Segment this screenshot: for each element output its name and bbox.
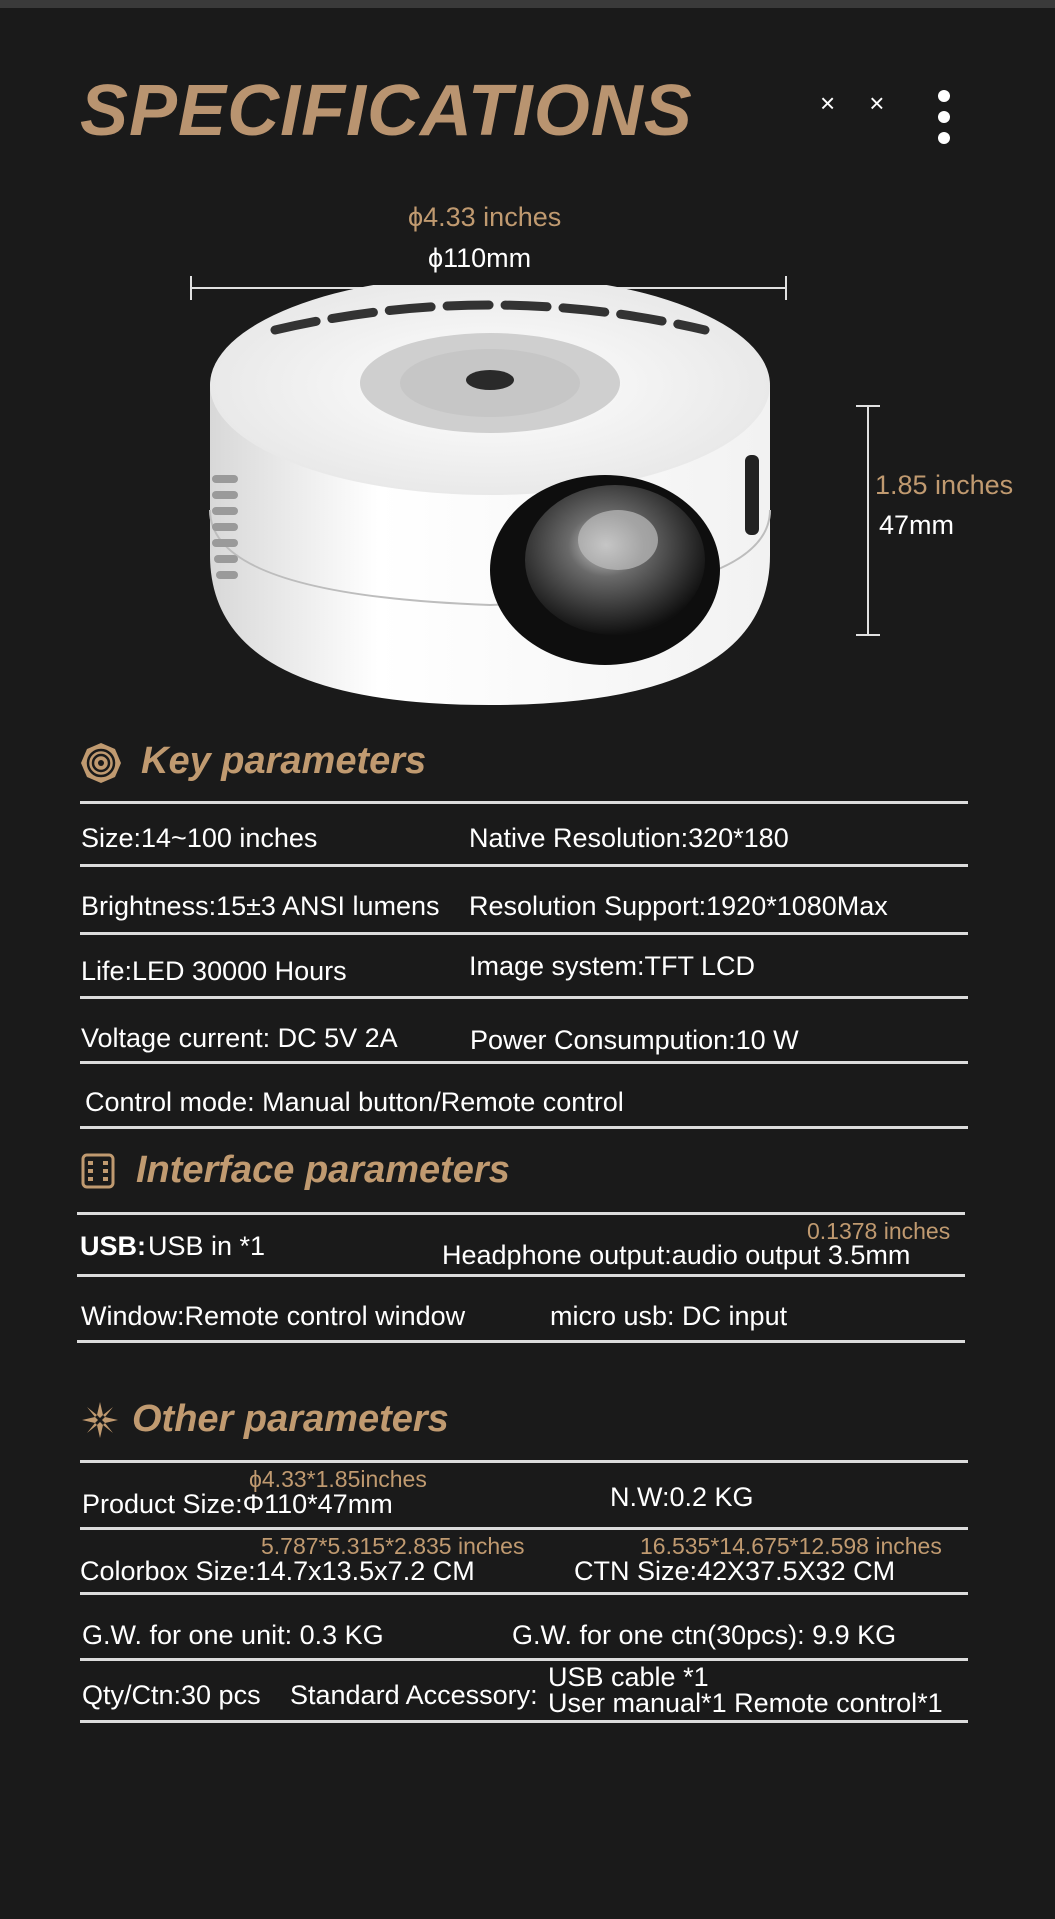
headphone-note: 0.1378 inches — [807, 1218, 951, 1244]
interface-parameters-heading: Interface parameters — [136, 1149, 510, 1191]
header-menu — [820, 88, 918, 119]
divider — [77, 1212, 965, 1215]
more-options-icon[interactable] — [938, 90, 950, 153]
ctn-note: 16.535*14.675*12.598 inches — [640, 1533, 942, 1559]
height-mm-label: 47mm — [879, 510, 955, 540]
divider — [77, 1274, 965, 1277]
divider — [80, 864, 968, 867]
spec-voltage: Voltage current: DC 5V 2A — [81, 1023, 398, 1053]
divider — [80, 1592, 968, 1595]
colorbox-note: 5.787*5.315*2.835 inches — [261, 1533, 525, 1559]
divider — [80, 801, 968, 804]
width-mm-label: ϕ110mm — [428, 243, 532, 273]
spec-native-resolution: Native Resolution:320*180 — [469, 823, 789, 853]
usb-value: USB in *1 — [148, 1231, 266, 1261]
product-size-note: ϕ4.33*1.85inches — [249, 1466, 427, 1492]
spec-resolution-support: Resolution Support:1920*1080Max — [469, 891, 888, 921]
gross-weight-unit: G.W. for one unit: 0.3 KG — [82, 1620, 384, 1650]
key-parameters-icon — [80, 742, 122, 784]
accessory-usb-cable: USB cable *1 — [548, 1662, 709, 1692]
divider — [80, 1658, 968, 1661]
product-size: Product Size:Φ110*47mm — [82, 1489, 393, 1519]
spec-power: Power Consumpution:10 W — [470, 1025, 799, 1055]
divider — [77, 1340, 965, 1343]
other-parameters-heading: Other parameters — [132, 1398, 449, 1440]
top-strip — [0, 0, 1055, 8]
colorbox-size: Colorbox Size:14.7x13.5x7.2 CM — [80, 1556, 475, 1586]
height-inches-label: 1.85 inches — [875, 470, 1014, 500]
ctn-size: CTN Size:42X37.5X32 CM — [574, 1556, 896, 1586]
window-spec: Window:Remote control window — [81, 1301, 466, 1331]
divider — [80, 1527, 968, 1530]
accessory-manual-remote: User manual*1 Remote control*1 — [548, 1688, 943, 1718]
key-parameters-heading: Key parameters — [141, 740, 427, 782]
height-dimension-line — [867, 405, 869, 635]
micro-usb-spec: micro usb: DC input — [550, 1301, 788, 1331]
accessory-label: Standard Accessory: — [290, 1680, 538, 1710]
interface-parameters-icon — [81, 1153, 115, 1189]
divider — [80, 996, 968, 999]
divider — [80, 1460, 968, 1463]
spec-image-system: Image system:TFT LCD — [469, 951, 756, 981]
divider — [80, 1126, 968, 1129]
divider — [80, 1061, 968, 1064]
spec-brightness: Brightness:15±3 ANSI lumens — [81, 891, 440, 921]
other-parameters-icon — [82, 1402, 118, 1438]
close-icon[interactable]: × — [820, 88, 836, 118]
page-title: SPECIFICATIONS — [80, 71, 693, 151]
close-icon[interactable]: × — [869, 88, 885, 118]
divider — [80, 1720, 968, 1723]
divider — [80, 932, 968, 935]
spec-life: Life:LED 30000 Hours — [81, 956, 347, 986]
projector-image — [200, 285, 780, 715]
net-weight: N.W:0.2 KG — [610, 1482, 754, 1512]
width-inches-label: ϕ4.33 inches — [408, 202, 562, 232]
spec-size: Size:14~100 inches — [81, 823, 318, 853]
usb-label: USB: — [80, 1231, 146, 1261]
headphone-output: Headphone output:audio output 3.5mm — [442, 1240, 911, 1270]
gross-weight-ctn: G.W. for one ctn(30pcs): 9.9 KG — [512, 1620, 897, 1650]
spec-control-mode: Control mode: Manual button/Remote control — [85, 1087, 624, 1117]
qty-per-ctn: Qty/Ctn:30 pcs — [82, 1680, 261, 1710]
